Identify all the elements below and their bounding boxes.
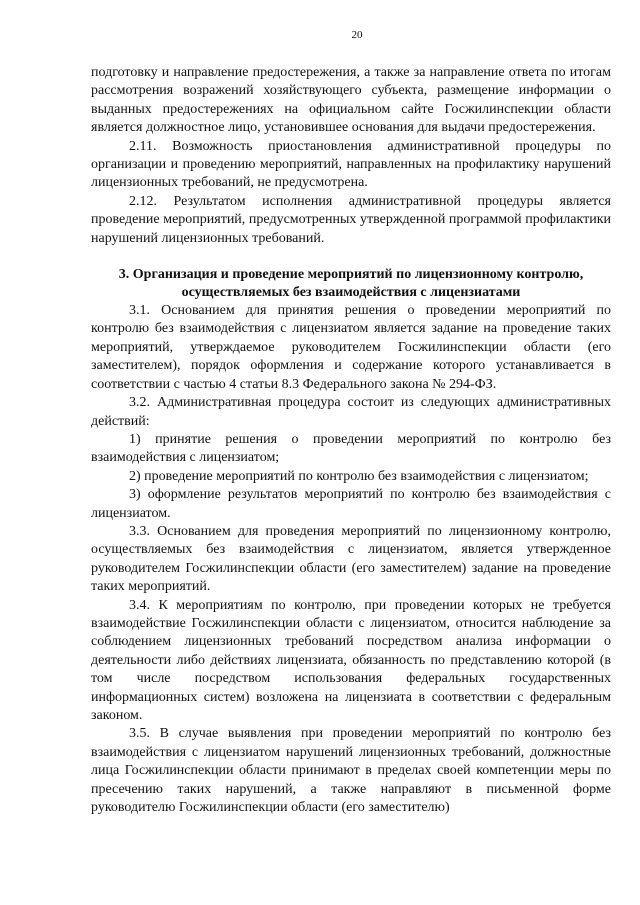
list-item-2: 2) проведение мероприятий по контролю без взаимодействия с лицензиатом; <box>129 468 589 484</box>
paragraph-2-11: 2.11. Возможность приостановления административной процедуры по организации и проведению мероприятий, направленных на профилактику нарушений лицензионных требований, не предусмотрена. <box>91 138 611 191</box>
document-page <box>91 28 611 817</box>
paragraph-2-12: 2.12. Результатом исполнения административной процедуры является проведение мероприятий, предусмотренных утвержденной программой профилактики нарушений лицензионных требований. <box>91 193 611 246</box>
paragraph-3-4: 3.4. К мероприятиям по контролю, при проведении которых не требуется взаимодействие Госжилинспекции области с лицензиатом, относится наблюдение за соблюдением лицензионных требований посредством анализа информации о деятельности либо действиях лицензиата, обязанность по представлению которой (в том числе посредством использования федеральных государственных информационных систем) возложена на лицензиата в соответствии с федеральным законом. <box>91 597 611 723</box>
paragraph-3-3: 3.3. Основанием для проведения мероприятий по лицензионному контролю, осуществляемых без взаимодействия с лицензиатом, является утвержденное руководителем Госжилинспекции области (его заместителем) задание на проведение таких мероприятий. <box>91 523 611 595</box>
paragraph-3-2: 3.2. Административная процедура состоит из следующих административных действий: <box>91 395 611 429</box>
section-3-heading-line-1: 3. Организация и проведение мероприятий по лицензионному контролю, <box>118 267 584 283</box>
paragraph-3-1: 3.1. Основанием для принятия решения о проведении мероприятий по контролю без взаимодействия с лицензиатом является задание на проведение таких мероприятий, утверждаемое руководителем Госжилинспекции области (его заместителем), порядок оформления и содержание которого устанавливается в соответствии с частью 4 статьи 8.3 Федерального закона № 294-ФЗ. <box>91 303 611 392</box>
paragraph-2-10-continuation: подготовку и направление предостережения, а также за направление ответа по итогам рассмотрения возражений хозяйствующего субъекта, размещение информации о выданных предостережениях на официальном сайте Госжилинспекции области является должностное лицо, установившее основания для выдачи предостережения. <box>91 65 611 136</box>
paragraph-3-5: 3.5. В случае выявления при проведении мероприятий по контролю без взаимодействия с лицензиатом нарушений лицензионных требований, должностные лица Госжилинспекции области принимают в пределах своей компетенции меры по пресечению таких нарушений, а также направляют в письменной форме руководителю Госжилинспекции области (его заместителю) <box>91 726 611 816</box>
section-2-continuation <box>91 64 611 248</box>
section-3-body <box>91 302 611 817</box>
page-number: 20 <box>351 29 363 41</box>
section-3-heading-line-2: осуществляемых без взаимодействия с лицензиатами <box>181 285 521 301</box>
section-3-heading <box>91 266 611 302</box>
list-item-3: 3) оформление результатов мероприятий по контролю без взаимодействия с лицензиатом. <box>91 487 611 521</box>
list-item-1: 1) принятие решения о проведении мероприятий по контролю без взаимодействия с лицензиатом; <box>91 431 611 466</box>
